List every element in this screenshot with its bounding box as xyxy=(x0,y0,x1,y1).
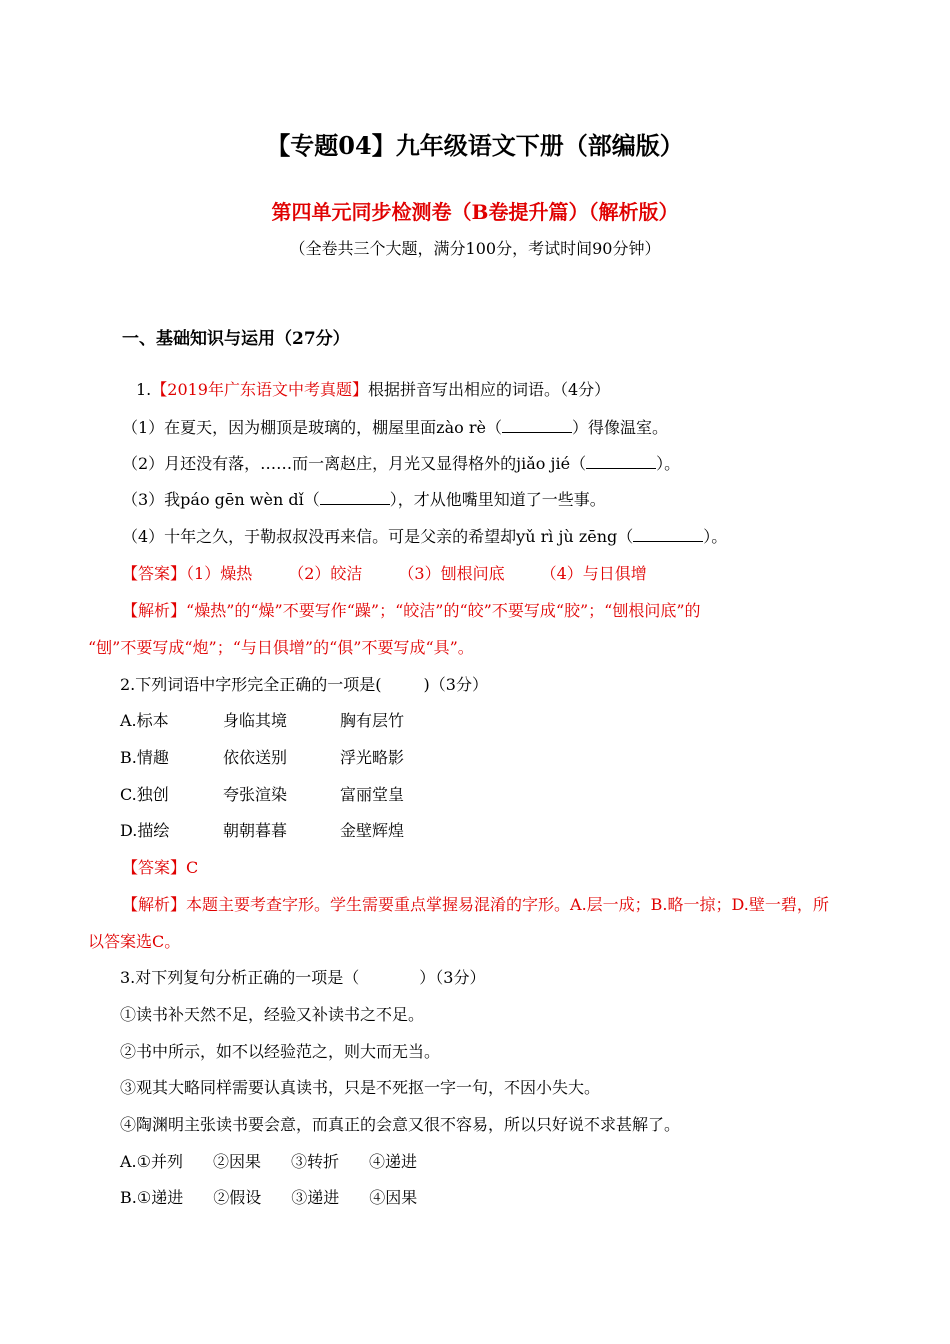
option-word: ②假设 xyxy=(213,1188,262,1207)
option-word: 夸张渲染 xyxy=(223,785,288,804)
item-text: （4）十年之久，于勒叔叔没再来信。可是父亲的希望却yǔ rì jù zēng（ xyxy=(122,527,634,546)
answer-value: C xyxy=(186,858,199,877)
option-word: ③递进 xyxy=(291,1188,340,1207)
item-text: ）。 xyxy=(656,454,681,473)
option-label: B.情趣 xyxy=(120,748,169,767)
option-word: 金壁辉煌 xyxy=(340,821,405,840)
analysis-text: “刨”不要写成“炮”；“与日俱增”的“俱”不要写成“具”。 xyxy=(88,638,474,657)
answer-label: 【答案】 xyxy=(122,564,187,583)
analysis-label: 【解析】 xyxy=(122,895,187,914)
document-subtitle: 第四单元同步检测卷（B卷提升篇）（解析版） xyxy=(271,200,679,224)
answer-blank xyxy=(633,527,703,542)
analysis-text: 本题主要考查字形。学生需要重点掌握易混淆的字形。A.层一成；B.略一掠；D.壁一碧，所 xyxy=(186,895,829,914)
answer-blank xyxy=(320,490,390,505)
question-2-analysis xyxy=(122,895,829,915)
item-text: ）得像温室。 xyxy=(572,418,669,437)
question-1-item xyxy=(122,490,606,510)
question-1-item xyxy=(122,418,668,438)
analysis-text: “燥热”的“燥”不要写作“躁”；“皎洁”的“皎”不要写成“胶”；“刨根问底”的 xyxy=(186,601,701,620)
answer-value: （3）刨根问底 xyxy=(398,564,505,583)
analysis-text: 以答案选C。 xyxy=(88,932,181,951)
option-word: 浮光略影 xyxy=(340,748,405,767)
question-3-option xyxy=(120,1188,417,1208)
item-text: （2）月还没有落，……而一离赵庄，月光又显得格外的jiǎo jié（ xyxy=(122,454,587,473)
item-text: （3）我páo gēn wèn dǐ（ xyxy=(122,490,320,509)
option-word: 富丽堂皇 xyxy=(340,785,405,804)
item-text: ），才从他嘴里知道了一些事。 xyxy=(389,490,606,509)
option-word: ③转折 xyxy=(291,1152,340,1171)
question-3-sentence: ④陶渊明主张读书要会意，而真正的会意又很不容易，所以只好说不求甚解了。 xyxy=(120,1115,681,1134)
question-2-stem xyxy=(120,675,488,695)
question-number: 1. xyxy=(136,380,152,399)
section-heading: 一、基础知识与运用（27分） xyxy=(122,329,350,349)
document-title: 【专题04】九年级语文下册（部编版） xyxy=(266,131,684,160)
question-3-sentence: ①读书补天然不足，经验又补读书之不足。 xyxy=(120,1005,425,1024)
question-2-option xyxy=(120,821,404,841)
question-text: 3.对下列复句分析正确的一项是（ xyxy=(120,968,360,987)
question-3-stem xyxy=(120,968,485,988)
option-label: B.①递进 xyxy=(120,1188,184,1207)
item-text: （1）在夏天，因为棚顶是玻璃的，棚屋里面zào rè（ xyxy=(122,418,502,437)
question-2-option xyxy=(120,785,404,805)
question-1-item xyxy=(122,527,727,547)
option-word: 胸有层竹 xyxy=(340,711,405,730)
question-2-answer xyxy=(122,858,198,878)
question-source-tag: 【2019年广东语文中考真题】 xyxy=(151,380,368,399)
answer-value: （2）皎洁 xyxy=(288,564,363,583)
item-text: ）。 xyxy=(703,527,728,546)
answer-value: （4）与日俱增 xyxy=(540,564,647,583)
option-word: 朝朝暮暮 xyxy=(223,821,288,840)
answer-value: （1）燥热 xyxy=(186,564,253,583)
option-word: ②因果 xyxy=(213,1152,262,1171)
question-1-stem xyxy=(136,380,610,400)
question-text: 2.下列词语中字形完全正确的一项是( xyxy=(120,675,382,694)
question-1-answer xyxy=(122,564,647,584)
option-label: A.①并列 xyxy=(120,1152,183,1171)
answer-blank xyxy=(586,454,656,469)
option-word: ④递进 xyxy=(369,1152,418,1171)
question-3-sentence: ②书中所示，如不以经验范之，则大而无当。 xyxy=(120,1042,441,1061)
question-text: ）（3分） xyxy=(419,968,486,987)
option-label: C.独创 xyxy=(120,785,169,804)
answer-blank xyxy=(502,418,572,433)
answer-label: 【答案】 xyxy=(122,858,187,877)
exam-info: （全卷共三个大题，满分100分，考试时间90分钟） xyxy=(289,239,661,258)
analysis-label: 【解析】 xyxy=(122,601,187,620)
option-word: 依依送别 xyxy=(223,748,288,767)
question-text: )（3分） xyxy=(423,675,488,694)
question-2-option xyxy=(120,711,404,731)
option-word: 身临其境 xyxy=(223,711,288,730)
option-label: D.描绘 xyxy=(120,821,170,840)
option-word: ④因果 xyxy=(369,1188,418,1207)
question-2-option xyxy=(120,748,404,768)
question-1-analysis xyxy=(122,601,701,621)
question-1-item xyxy=(122,454,680,474)
question-3-sentence: ③观其大略同样需要认真读书，只是不死抠一字一句，不因小失大。 xyxy=(120,1078,601,1097)
question-3-option xyxy=(120,1152,417,1172)
question-text: 根据拼音写出相应的词语。（4分） xyxy=(368,380,611,399)
option-label: A.标本 xyxy=(120,711,169,730)
